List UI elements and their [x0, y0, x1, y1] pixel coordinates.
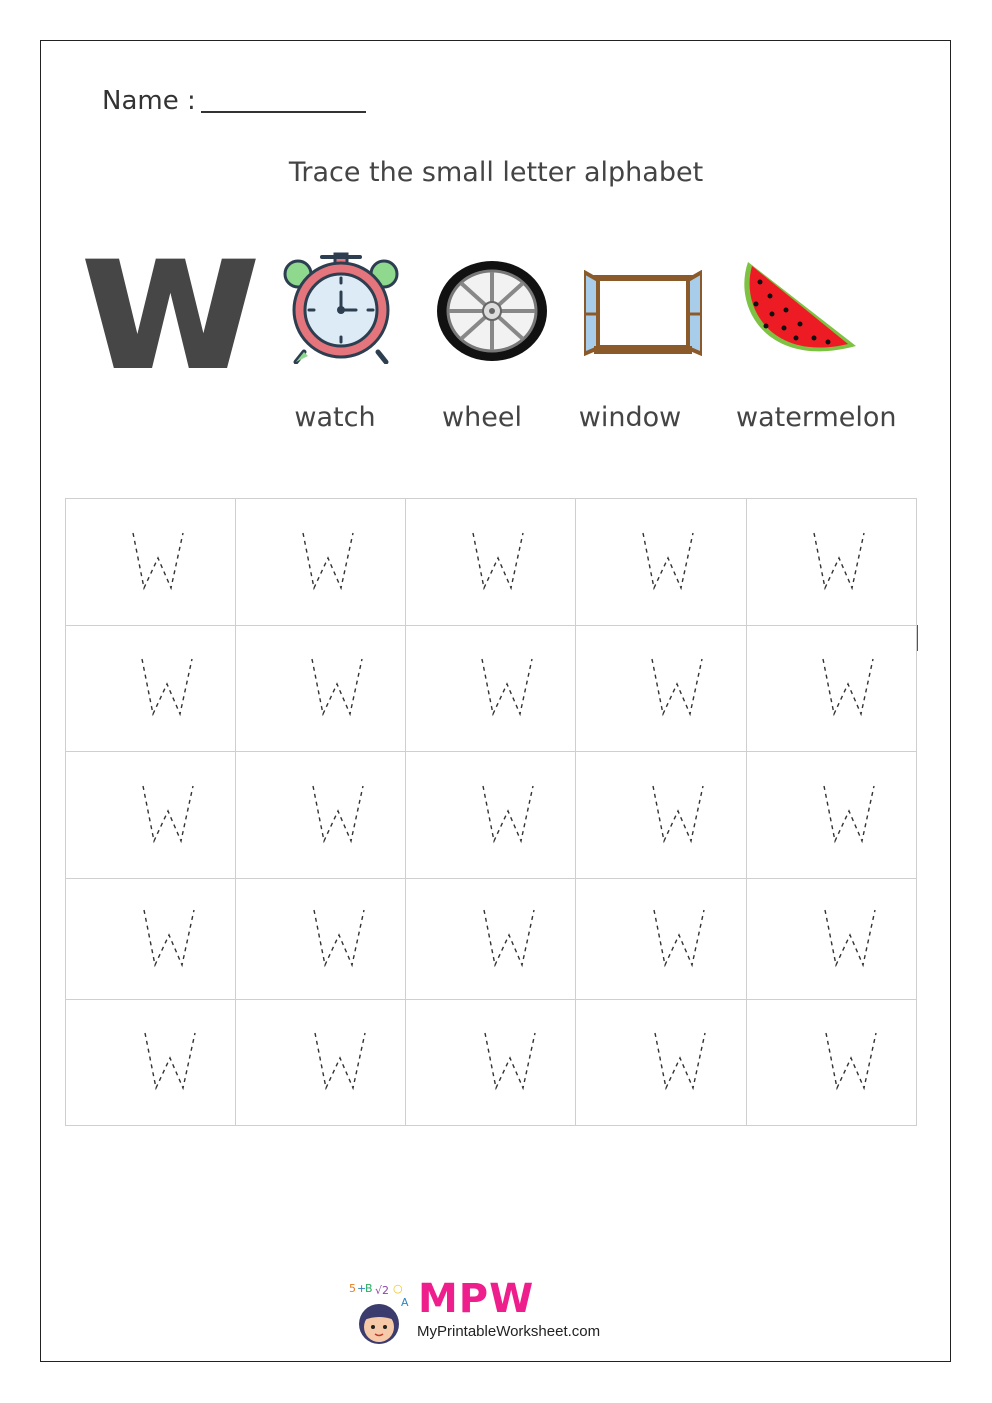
dotted-letter-w [823, 1030, 879, 1092]
dotted-letter-w [130, 530, 186, 592]
logo-brand: MPW [418, 1276, 535, 1322]
svg-text:+: + [357, 1282, 367, 1295]
dotted-letter-w [649, 656, 705, 718]
svg-text:√2: √2 [375, 1284, 390, 1297]
watermelon-icon [738, 258, 860, 366]
trace-cell[interactable] [236, 1000, 406, 1126]
trace-cell[interactable] [236, 752, 406, 879]
trace-cell[interactable] [236, 879, 406, 1000]
dotted-letter-w [310, 783, 366, 845]
word-wheel: wheel [442, 402, 522, 433]
word-window: window [578, 402, 682, 433]
trace-cell[interactable] [236, 499, 406, 626]
trace-cell[interactable] [236, 626, 406, 752]
dotted-letter-w [300, 530, 356, 592]
trace-cell[interactable] [66, 626, 236, 752]
word-watermelon: watermelon [736, 402, 897, 433]
grid-edge-mark [917, 625, 918, 651]
dotted-letter-w [312, 1030, 368, 1092]
trace-cell[interactable] [406, 752, 576, 879]
trace-cell[interactable] [406, 499, 576, 626]
trace-cell[interactable] [66, 499, 236, 626]
instruction-text: Trace the small letter alphabet [288, 157, 704, 188]
name-blank-line[interactable] [201, 111, 366, 113]
trace-cell[interactable] [66, 1000, 236, 1126]
alarm-clock-icon [282, 252, 400, 364]
trace-cell[interactable] [747, 626, 917, 752]
dotted-letter-w [309, 656, 365, 718]
word-watch: watch [294, 402, 376, 433]
dotted-letter-w [470, 530, 526, 592]
svg-text:B: B [365, 1282, 373, 1295]
trace-cell[interactable] [66, 879, 236, 1000]
svg-text:○: ○ [393, 1282, 403, 1295]
name-label: Name : [102, 86, 196, 116]
logo-url: MyPrintableWorksheet.com [417, 1323, 601, 1340]
trace-cell[interactable] [576, 626, 747, 752]
dotted-letter-w [822, 907, 878, 969]
dotted-letter-w [651, 907, 707, 969]
dotted-letter-w [141, 907, 197, 969]
trace-cell[interactable] [747, 499, 917, 626]
featured-letter: w [78, 183, 263, 416]
trace-cell[interactable] [747, 879, 917, 1000]
trace-cell[interactable] [747, 1000, 917, 1126]
trace-cell[interactable] [576, 1000, 747, 1126]
trace-cell[interactable] [576, 499, 747, 626]
dotted-letter-w [652, 1030, 708, 1092]
dotted-letter-w [820, 656, 876, 718]
trace-cell[interactable] [406, 626, 576, 752]
trace-cell[interactable] [576, 879, 747, 1000]
trace-cell[interactable] [576, 752, 747, 879]
dotted-letter-w [142, 1030, 198, 1092]
tracing-grid [65, 498, 917, 1126]
dotted-letter-w [479, 656, 535, 718]
dotted-letter-w [811, 530, 867, 592]
dotted-letter-w [640, 530, 696, 592]
svg-text:5: 5 [349, 1282, 356, 1295]
dotted-letter-w [139, 656, 195, 718]
trace-cell[interactable] [406, 879, 576, 1000]
svg-text:A: A [401, 1296, 409, 1309]
trace-cell[interactable] [406, 1000, 576, 1126]
dotted-letter-w [482, 1030, 538, 1092]
trace-cell[interactable] [66, 752, 236, 879]
dotted-letter-w [140, 783, 196, 845]
trace-cell[interactable] [747, 752, 917, 879]
dotted-letter-w [480, 783, 536, 845]
dotted-letter-w [311, 907, 367, 969]
dotted-letter-w [821, 783, 877, 845]
dotted-letter-w [650, 783, 706, 845]
window-icon [584, 270, 702, 356]
dotted-letter-w [481, 907, 537, 969]
wheel-icon [436, 260, 548, 362]
